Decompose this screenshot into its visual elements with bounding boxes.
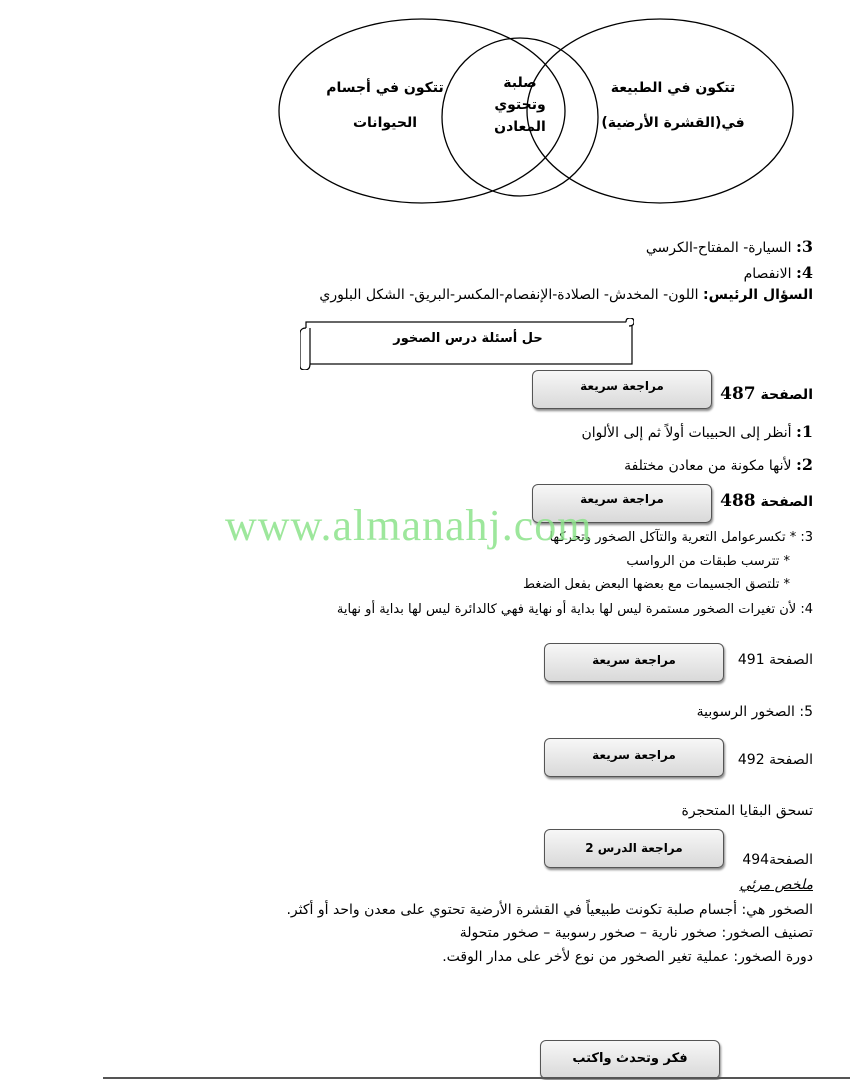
page-heading-491: الصفحة 491: [737, 652, 813, 668]
venn-left-line1: تتكون في أجسام: [326, 80, 444, 96]
page-label-487: الصفحة: [760, 387, 813, 403]
visual-summary-title: ملخص مرئي: [739, 877, 813, 893]
venn-right-line1: تتكون في الطبيعة: [610, 80, 736, 96]
think-talk-write-button[interactable]: فكر وتحدث واكتب: [540, 1040, 720, 1079]
summary-line-1: الصخور هي: أجسام صلبة تكونت طبيعياً في القشرة الأرضية تحتوي على معدن واحد أو أكثر.: [286, 902, 813, 918]
scroll-title: حل أسئلة درس الصخور: [393, 331, 543, 346]
answer-2-text: لأنها مكونة من معادن مختلفة: [624, 458, 796, 474]
main-question-label: السؤال الرئيس:: [702, 287, 813, 303]
summary-line-2: تصنيف الصخور: صخور نارية – صخور رسوبية – صخور متحولة: [459, 925, 813, 941]
answer-3-top: [646, 237, 813, 256]
watermark: www.almanahj.com: [225, 501, 593, 550]
venn-center-line3: المعادن: [494, 119, 546, 135]
answer-4-488: 4: لأن تغيرات الصخور مستمرة ليس لها بداية أو نهاية فهي كالدائرة ليس لها بداية أو نهاية: [336, 602, 813, 617]
footer-rule: [103, 1077, 850, 1079]
quick-review-button-492[interactable]: مراجعة سريعة: [544, 738, 724, 777]
page-number-487: 487: [720, 384, 756, 404]
answer-4-number: 4:: [795, 263, 813, 282]
page-heading-488: [720, 491, 813, 511]
page-number-488: 488: [720, 491, 756, 511]
answer-3-488: 3: * تكسرعوامل التعرية والتآكل الصخور وتحركها: [549, 530, 813, 545]
quick-review-button-487[interactable]: مراجعة سريعة: [532, 370, 712, 409]
answer-1-487: [581, 422, 813, 441]
summary-line-3: دورة الصخور: عملية تغير الصخور من نوع لأخر على مدار الوقت.: [442, 949, 813, 965]
venn-center-line1: صلبة: [503, 75, 537, 91]
lesson-review-button-494[interactable]: مراجعة الدرس 2: [544, 829, 724, 868]
page-label-488: الصفحة: [760, 494, 813, 510]
quick-review-button-488[interactable]: مراجعة سريعة: [532, 484, 712, 523]
answer-1-number: 1:: [795, 422, 813, 441]
page-heading-492: الصفحة 492: [737, 752, 813, 768]
page-heading-487: [720, 384, 813, 404]
answer-4-top: [744, 263, 813, 282]
venn-center-line2: وتحتوي: [494, 97, 546, 113]
answer-5-491: 5: الصخور الرسوبية: [696, 704, 813, 720]
answer-492: تسحق البقايا المتحجرة: [681, 803, 813, 819]
venn-right-line2: في(القشرة الأرضية): [601, 115, 745, 131]
answer-2-number: 2:: [795, 455, 813, 474]
answer-3-text: السيارة- المفتاح-الكرسي: [645, 240, 796, 256]
answer-4-text: الانفصام: [743, 266, 796, 282]
answer-3c-488: * تلتصق الجسيمات مع بعضها البعض بفعل الضغط: [522, 577, 790, 592]
venn-right-label: [598, 77, 748, 135]
answer-3b-488: * تترسب طبقات من الرواسب: [626, 554, 790, 569]
venn-center-label: [470, 72, 570, 138]
venn-left-label: [320, 77, 450, 135]
answer-3-number: 3:: [795, 237, 813, 256]
main-question-text: اللون- المخدش- الصلادة-الإنفصام-المكسر-البريق- الشكل البلوري: [319, 287, 703, 303]
main-question-answer: [319, 287, 813, 303]
answer-1-text: أنظر إلى الحبيبات أولاً ثم إلى الألوان: [581, 425, 796, 441]
page-heading-494: الصفحة494: [742, 852, 813, 868]
venn-left-line2: الحيوانات: [352, 115, 418, 131]
answer-2-487: [624, 455, 813, 474]
quick-review-button-491[interactable]: مراجعة سريعة: [544, 643, 724, 682]
